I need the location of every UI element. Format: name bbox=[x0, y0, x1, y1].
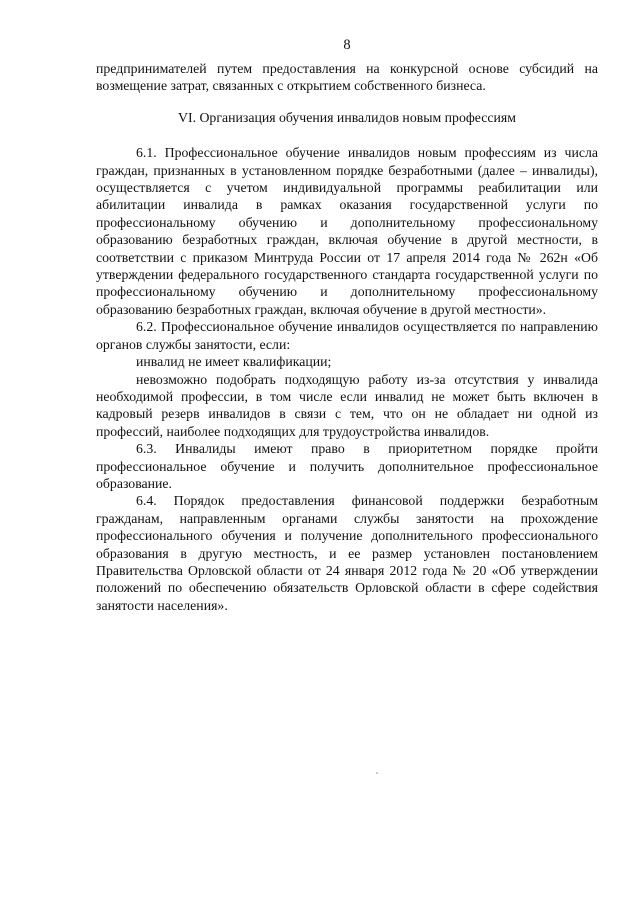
section-heading: VI. Организация обучения инвалидов новым профессиям bbox=[178, 109, 516, 125]
paragraph-condition-1: инвалид не имеет квалификации; bbox=[136, 354, 332, 370]
paragraph-6-1: 6.1. Профессиональное обучение инвалидов новым профессиям из числа граждан, признанных в установленном порядке безработными (далее – инвалиды), осуществляется с учетом индивидуальной программы реабилитации или абилитации инвалида в рамках оказания государственной услуги по профессиональному обучению и дополнительному профессиональному образованию безработных граждан, включая обучение в другой местности, в соответствии с приказом Минтруда России от 17 апреля 2014 года № 262н «Об утверждении федерального государственного стандарта государственной услуги по профессиональному обучению и дополнительному профессиональному образованию безработных граждан, включая обучение в другой местности». bbox=[96, 145, 598, 317]
paragraph-condition-2: невозможно подобрать подходящую работу из-за отсутствия у инвалида необходимой профессии, в том числе если инвалид не может быть включен в кадровый резерв инвалидов в связи с тем, что он не обладает ни одной из профессий, наиболее подходящих для трудоустройства инвалидов. bbox=[96, 371, 598, 439]
paragraph-6-2: 6.2. Профессиональное обучение инвалидов осуществляется по направлению органов службы занятости, если: bbox=[96, 319, 598, 352]
intro-paragraph: предпринимателей путем предоставления на конкурсной основе субсидий на возмещение затрат, связанных с открытием собственного бизнеса. bbox=[96, 61, 598, 94]
document-body bbox=[96, 60, 598, 614]
page-number: 8 bbox=[343, 37, 351, 53]
scan-speck bbox=[376, 772, 378, 774]
paragraph-6-4: 6.4. Порядок предоставления финансовой поддержки безработным гражданам, направленным органами службы занятости на прохождение профессионального обучения и получение дополнительного профессионального образования в другую местность, и ее размер установлен постановлением Правительства Орловской области от 24 января 2012 года № 20 «Об утверждении положений по обеспечению обязательств Орловской области в сфере содействия занятости населения». bbox=[96, 493, 598, 613]
paragraph-6-3: 6.3. Инвалиды имеют право в приоритетном порядке пройти профессиональное обучение и получить дополнительное профессиональное образование. bbox=[96, 441, 598, 491]
